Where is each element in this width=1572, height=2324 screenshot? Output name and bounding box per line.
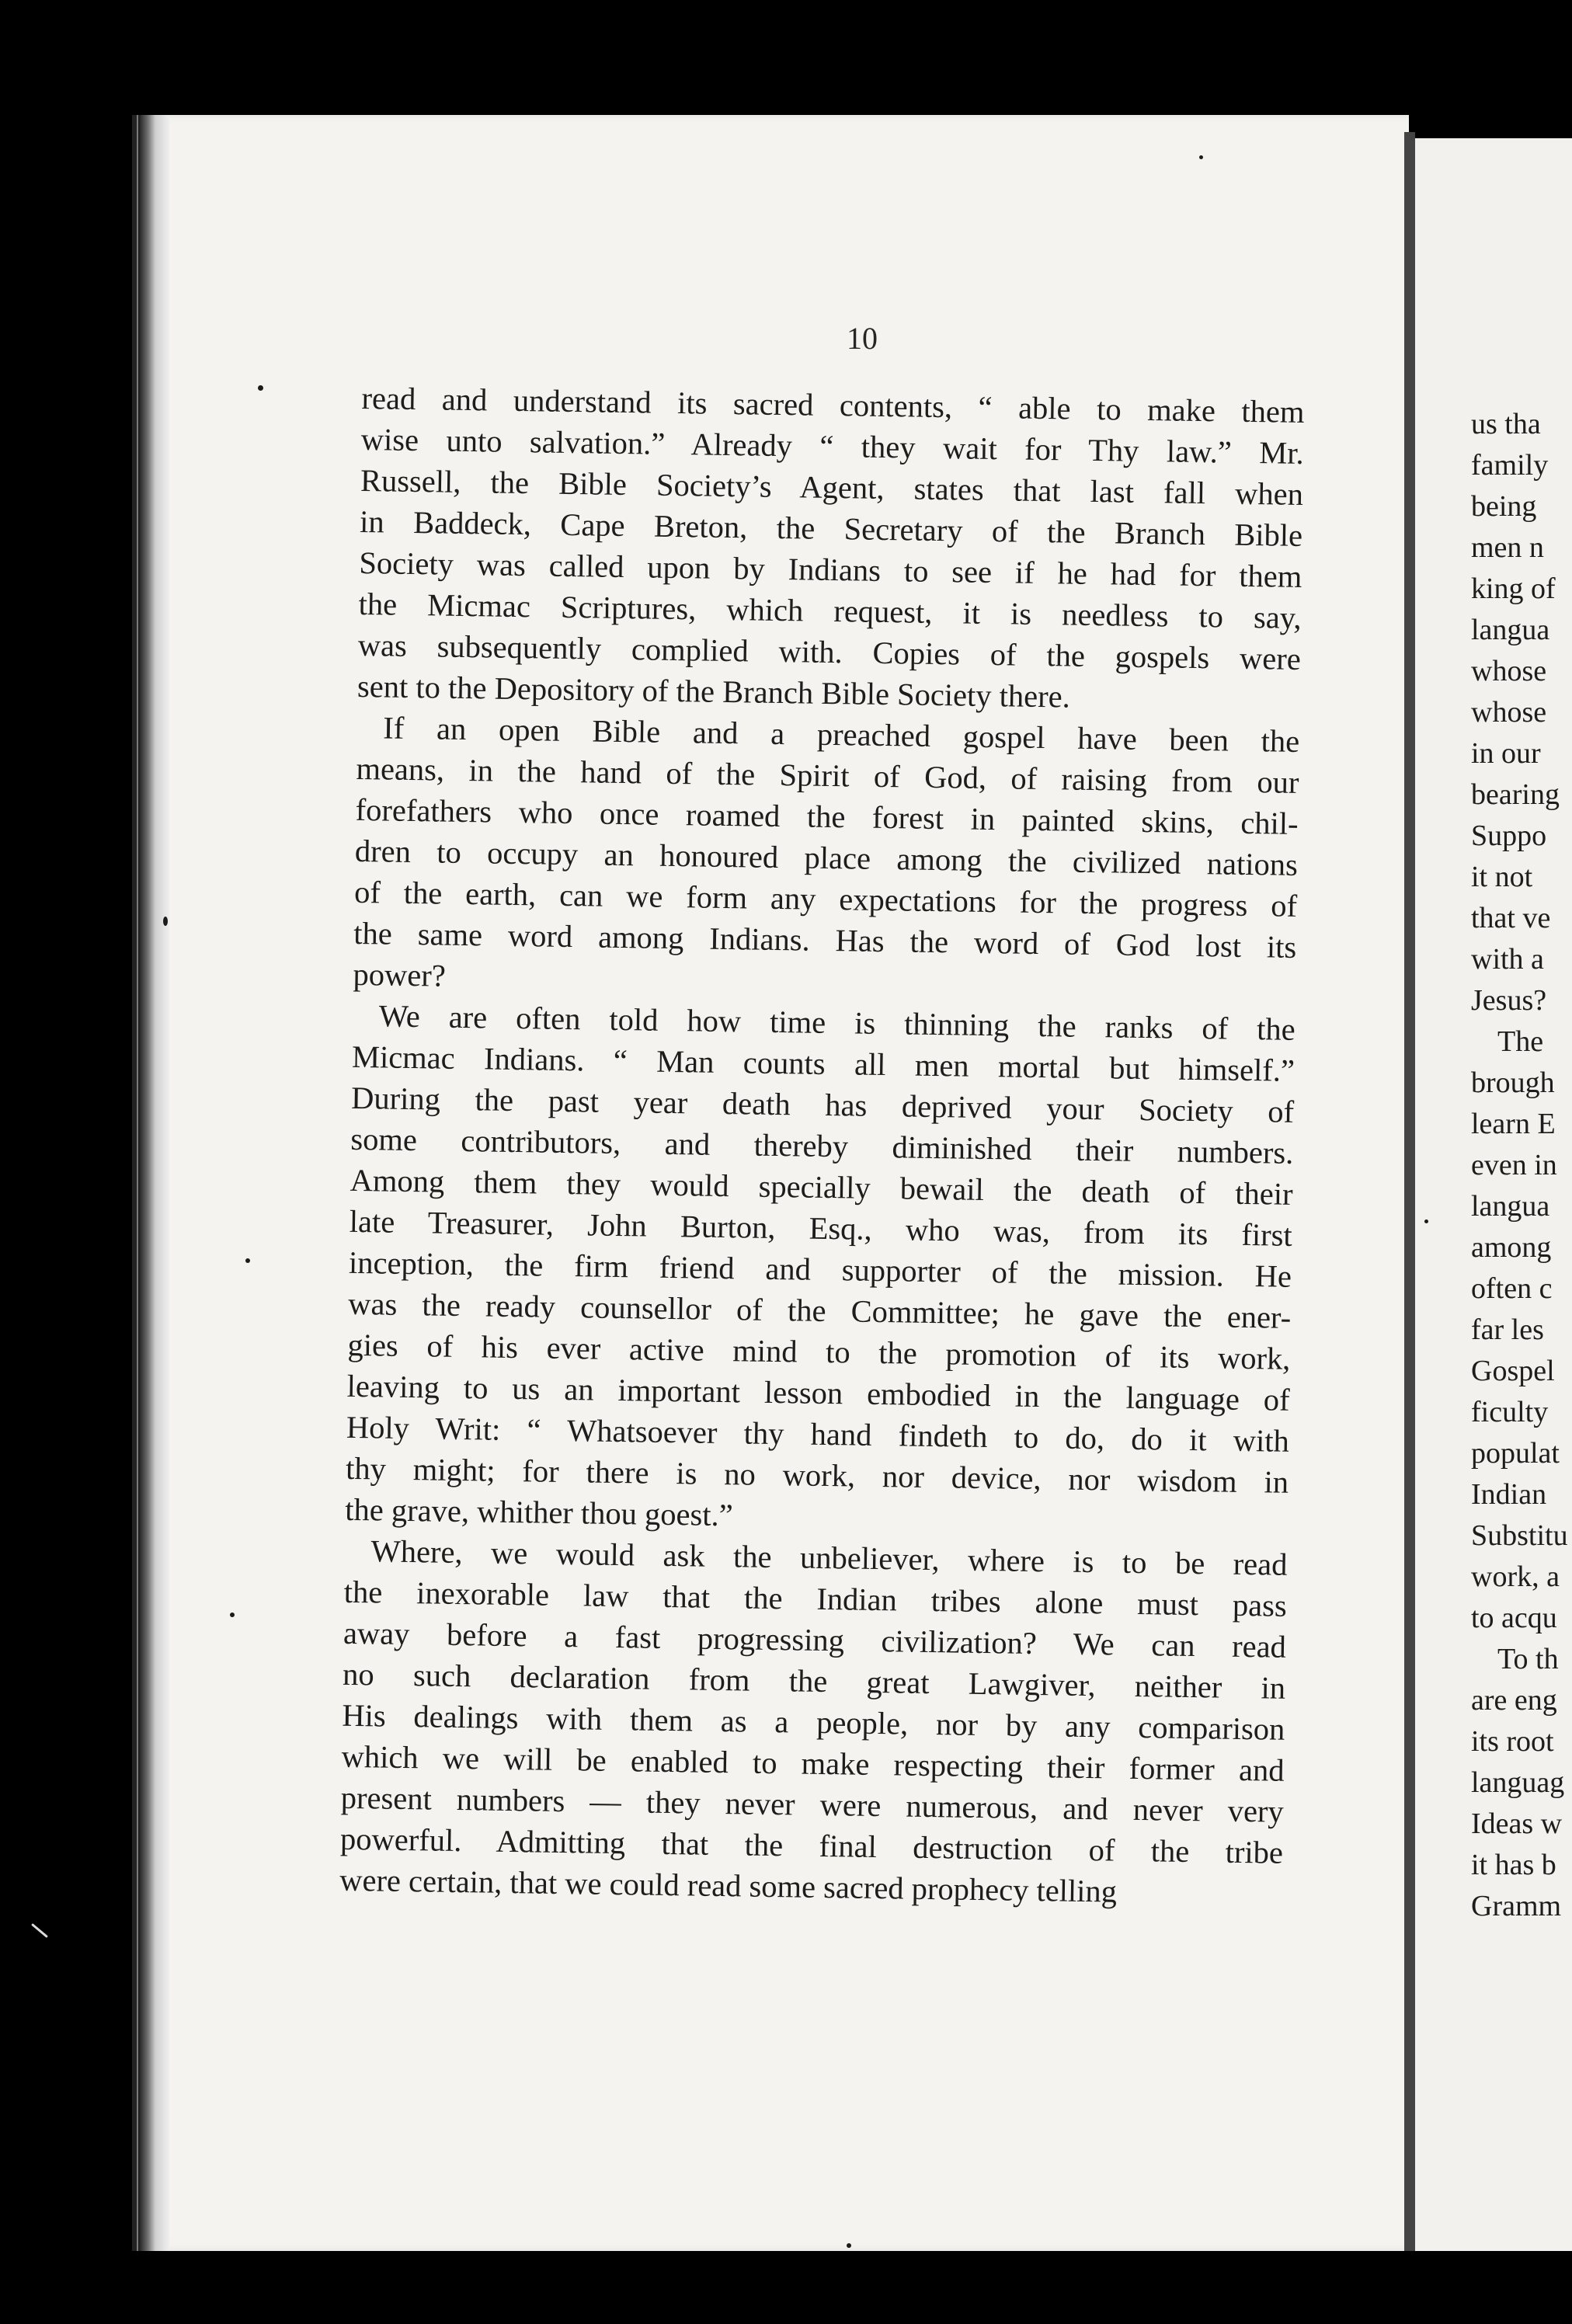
text-line: forefathers who once roamed the forest in painted skins, chil- [355, 791, 1299, 841]
facing-text-line: with a [1471, 943, 1544, 976]
facing-text-line: that ve [1471, 902, 1551, 934]
facing-text-line: bearing [1471, 778, 1560, 811]
text-line: which we will be enabled to make respecting their former and [341, 1738, 1285, 1788]
facing-text-line: its root [1471, 1725, 1554, 1758]
facing-text-line: men n [1471, 531, 1544, 564]
text-line: away before a fast progressing civilization? We can read [343, 1615, 1287, 1665]
text-line: Russell, the Bible Society’s Agent, states that last fall when [360, 462, 1304, 512]
facing-text-line: being [1471, 490, 1537, 523]
facing-text-line: even in [1471, 1149, 1557, 1181]
scan-speck [163, 917, 168, 926]
text-line: of the earth, can we form any expectations for the progress of [353, 874, 1298, 924]
facing-text-line: Gospel [1471, 1355, 1555, 1387]
text-line: sent to the Depository of the Branch Bible Society there. [356, 668, 1071, 715]
page-number: 10 [847, 321, 878, 356]
text-line: means, in the hand of the Spirit of God, of raising from our [356, 750, 1299, 800]
scan-speck [245, 1258, 250, 1263]
facing-text-line: To th [1497, 1643, 1559, 1675]
text-line: dren to occupy an honoured place among the civilized nations [354, 833, 1299, 882]
facing-text-line: are eng [1471, 1684, 1557, 1717]
text-line: the inexorable law that the Indian tribes alone must pass [343, 1574, 1288, 1623]
facing-text-line: Gramm [1471, 1890, 1562, 1922]
text-line: the same word among Indians. Has the word of God lost its [353, 915, 1297, 965]
scan-speck [1199, 155, 1203, 159]
facing-text-line: it not [1471, 861, 1533, 893]
facing-text-line: Substitu [1471, 1519, 1568, 1552]
facing-text-line: populat [1471, 1437, 1560, 1470]
text-line: Among them they would specially bewail the death of their [350, 1162, 1293, 1212]
text-line: were certain, that we could read some sacred prophecy telling [339, 1862, 1118, 1909]
text-line: was the ready counsellor of the Committee; he gave the ener- [347, 1286, 1292, 1335]
scan-speck [847, 2243, 851, 2248]
facing-text-line: far les [1471, 1313, 1544, 1346]
text-line: the Micmac Scriptures, which request, it is needless to say, [358, 586, 1302, 635]
facing-text-line: work, a [1471, 1560, 1560, 1593]
facing-text-line: langua [1471, 614, 1550, 646]
facing-page-text [1471, 404, 1572, 1927]
facing-text-line: languag [1471, 1766, 1565, 1799]
text-line: wise unto salvation.” Already “ they wait for Thy law.” Mr. [360, 421, 1305, 471]
facing-text-line: us tha [1471, 408, 1541, 440]
facing-text-line: The [1497, 1025, 1544, 1058]
facing-text-line: king of [1471, 572, 1556, 605]
text-line: read and understand its sacred contents, “ able to make them [361, 380, 1305, 430]
scan-speck [31, 1923, 48, 1938]
facing-text-line: family [1471, 449, 1549, 482]
facing-text-line: langua [1471, 1190, 1550, 1223]
text-line: Society was called upon by Indians to see if he had for them [359, 544, 1302, 594]
text-line: His dealings with them as a people, nor by any comparison [342, 1697, 1285, 1747]
facing-text-line: whose [1471, 696, 1547, 729]
text-line: power? [353, 956, 447, 993]
text-line: late Treasurer, John Burton, Esq., who was, from its first [349, 1203, 1293, 1253]
text-line: If an open Bible and a preached gospel have been the [382, 710, 1300, 759]
text-line: the grave, whither thou goest.” [345, 1491, 734, 1533]
scan-speck [258, 385, 263, 391]
facing-text-line: to acqu [1471, 1602, 1557, 1634]
page-gutter [1404, 132, 1415, 2251]
facing-text-line: whose [1471, 655, 1547, 687]
facing-text-line: among [1471, 1231, 1552, 1264]
text-line: thy might; for there is no work, nor device, nor wisdom in [345, 1450, 1289, 1500]
facing-text-line: in our [1471, 737, 1541, 770]
page-body-text [339, 377, 1305, 1915]
text-line: Micmac Indians. “ Man counts all men mortal but himself.” [351, 1038, 1296, 1088]
text-line: some contributors, and thereby diminished their numbers. [350, 1121, 1294, 1171]
text-line: Holy Writ: “ Whatsoever thy hand findeth to do, do it with [346, 1409, 1290, 1459]
facing-text-line: learn E [1471, 1108, 1556, 1140]
facing-text-line: ficulty [1471, 1396, 1549, 1428]
text-line: no such declaration from the great Lawgiver, neither in [342, 1656, 1286, 1706]
facing-text-line: Indian [1471, 1478, 1547, 1511]
facing-text-line: Ideas w [1471, 1807, 1563, 1840]
text-line: gies of his ever active mind to the promotion of its work, [347, 1327, 1291, 1376]
facing-text-line: brough [1471, 1066, 1555, 1099]
facing-text-line: Jesus? [1471, 984, 1547, 1017]
book-spine [138, 115, 169, 2251]
facing-text-line: Suppo [1471, 819, 1547, 852]
facing-text-line: it has b [1471, 1849, 1556, 1881]
text-line: present numbers — they never were numerous, and never very [340, 1780, 1285, 1829]
text-line: We are often told how time is thinning the ranks of the [378, 998, 1296, 1047]
text-line: in Baddeck, Cape Breton, the Secretary of the Branch Bible [359, 503, 1303, 553]
text-line: Where, we would ask the unbeliever, where is to be read [370, 1533, 1288, 1582]
scan-speck [230, 1613, 235, 1617]
scan-speck [1424, 1219, 1428, 1223]
facing-text-line: often c [1471, 1272, 1553, 1305]
text-line: leaving to us an important lesson embodied in the language of [346, 1368, 1290, 1418]
text-line: During the past year death has deprived your Society of [350, 1080, 1295, 1129]
text-line: powerful. Admitting that the final destruction of the tribe [339, 1821, 1284, 1870]
text-line: inception, the firm friend and supporter of the mission. He [348, 1244, 1292, 1294]
text-line: was subsequently complied with. Copies of the gospels were [357, 627, 1302, 677]
